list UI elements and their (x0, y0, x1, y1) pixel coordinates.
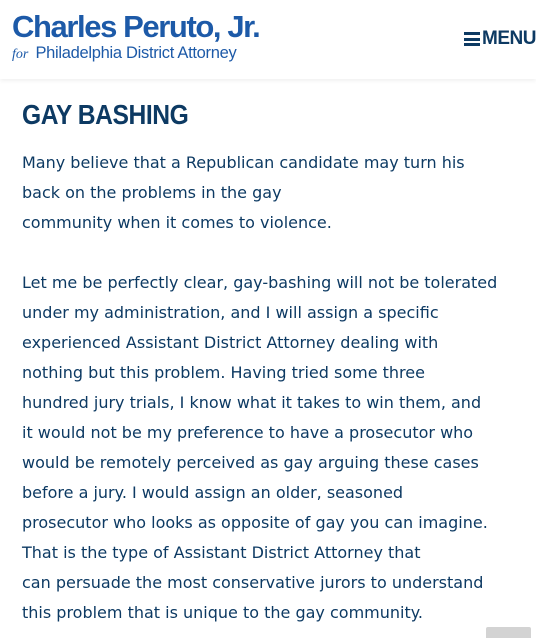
paragraph-line: can persuade the most conservative jurors to understand (22, 573, 484, 592)
paragraph-line: this problem that is unique to the gay community. (22, 603, 424, 622)
paragraph-line: prosecutor who looks as opposite of gay you can imagine. (22, 513, 488, 532)
paragraph-line: Let me be perfectly clear, gay-bashing will not be tolerated (22, 273, 498, 292)
logo-office: Philadelphia District Attorney (35, 44, 237, 62)
paragraph-line: experienced Assistant District Attorney dealing with (22, 333, 439, 352)
paragraph-1 (22, 148, 532, 238)
paragraph-2 (22, 268, 532, 628)
logo-name: Charles Peruto, Jr. (12, 9, 260, 44)
menu-button[interactable] (464, 24, 536, 54)
paragraph-line: it would not be my preference to have a prosecutor who (22, 423, 474, 442)
paragraph-line: under my administration, and I will assign a specific (22, 303, 439, 322)
scroll-to-top-icon[interactable] (486, 627, 531, 638)
site-header (0, 0, 536, 79)
site-logo[interactable] (12, 10, 284, 66)
article-body (22, 148, 532, 628)
paragraph-line: nothing but this problem. Having tried some three (22, 363, 425, 382)
page-title: GAY BASHING (22, 99, 189, 130)
paragraph-line: That is the type of Assistant District Attorney that (22, 543, 421, 562)
paragraph-line: back on the problems in the gay (22, 183, 282, 202)
paragraph-line: hundred jury trials, I know what it takes to win them, and (22, 393, 482, 412)
paragraph-line: community when it comes to violence. (22, 213, 332, 232)
logo-subtitle (12, 43, 236, 65)
hamburger-icon (464, 32, 476, 46)
paragraph-line: before a jury. I would assign an older, seasoned (22, 483, 404, 502)
paragraph-line: Many believe that a Republican candidate may turn his (22, 153, 465, 172)
logo-for: for (12, 47, 29, 62)
menu-label: MENU (482, 28, 536, 49)
paragraph-line: would be remotely perceived as gay arguing these cases (22, 453, 479, 472)
paragraph-spacer (22, 238, 532, 268)
